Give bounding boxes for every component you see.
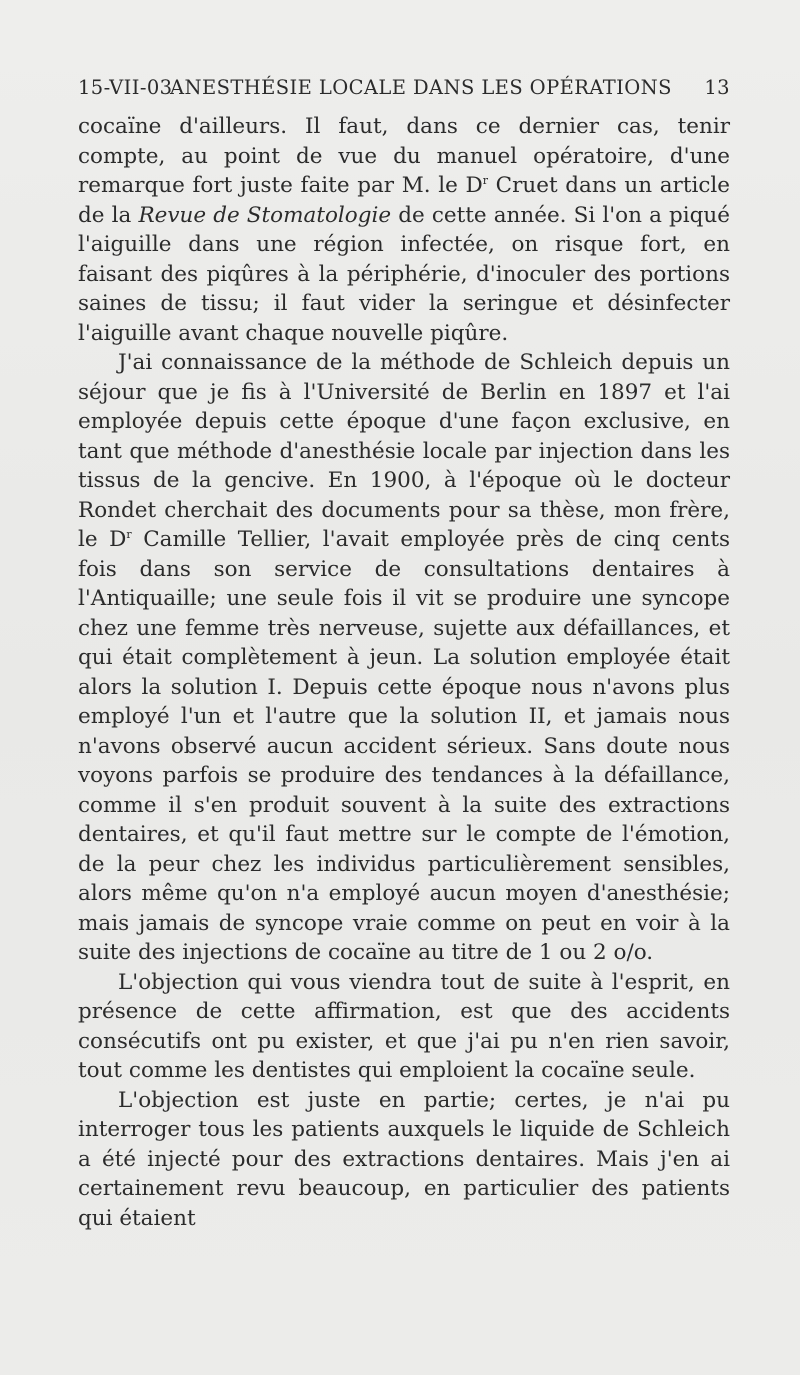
paragraph-1-text-c: de cette année. Si l'on a piqué l'aiguille dans une région infectée, on risque fort, en faisant des piqûres à la périphérie, d'inoculer des portions saines de tissu; il faut vider la seringue et désinfecter l'aiguille avant chaque nouvelle piqûre. — [78, 202, 730, 346]
paragraph-2-text-a: J'ai connaissance de la méthode de Schleich depuis un séjour que je fis à l'Université de Berlin en 1897 et l'ai employée depuis cette époque d'une façon exclusive, en tant que méthode d'anesthésie locale par injection dans les tissus de la gencive. En 1900, à l'époque où le docteur Rondet cherchait des documents pour sa thèse, mon frère, le D — [78, 350, 730, 552]
body-text — [78, 112, 730, 1233]
journal-title: Revue de Stomatologie — [138, 202, 392, 228]
paragraph-1-text-b: Cruet dans un article de la — [78, 173, 730, 228]
paragraph-1-text-a: cocaïne d'ailleurs. Il faut, dans ce dernier cas, tenir compte, au point de vue du manuel opératoire, d'une remarque fort juste faite par M. le D — [78, 114, 730, 198]
header-title: ANESTHÉSIE LOCALE DANS LES OPÉRATIONS — [170, 76, 672, 99]
header-date: 15-VII-03 — [78, 76, 173, 99]
paragraph-2-text-b: Camille Tellier, l'avait employée près de cinq cents fois dans son service de consultations dentaires à l'Antiquaille; une seule fois il vit se produire une syncope chez une femme très nerveuse, sujette aux défaillances, et qui était complètement à jeun. La solution employée était alors la solution I. Depuis cette époque nous n'avons plus employé l'un et l'autre que la solution II, et jamais nous n'avons observé aucun accident sérieux. Sans doute nous voyons parfois se produire des tendances à la défaillance, comme il s'en produit souvent à la suite des extractions dentaires, et qu'il faut mettre sur le compte de l'émotion, de la peur chez les individus particulièrement sensibles, alors même qu'on n'a employé aucun moyen d'anesthésie; mais jamais de syncope vraie comme on peut en voir à la suite des injections de cocaïne au titre de 1 ou 2 o/o. — [78, 527, 730, 965]
paragraph-3: L'objection qui vous viendra tout de suite à l'esprit, en présence de cette affirmation, est que des accidents consécutifs ont pu exister, et que j'ai pu n'en rien savoir, tout comme les dentistes qui emploient la cocaïne seule. — [78, 969, 730, 1083]
running-head — [78, 76, 730, 106]
doctor-abbrev-superscript: r — [482, 173, 488, 187]
paragraph-2 — [78, 348, 730, 968]
paragraph-4: L'objection est juste en partie; certes, je n'ai pu interroger tous les patients auxquels le liquide de Schleich a été injecté pour des extractions dentaires. Mais j'en ai certainement revu beaucoup, en particulier des patients qui étaient — [78, 1087, 730, 1231]
paragraph-1 — [78, 112, 730, 348]
doctor-abbrev-superscript: r — [126, 527, 132, 541]
page-number: 13 — [704, 76, 730, 99]
